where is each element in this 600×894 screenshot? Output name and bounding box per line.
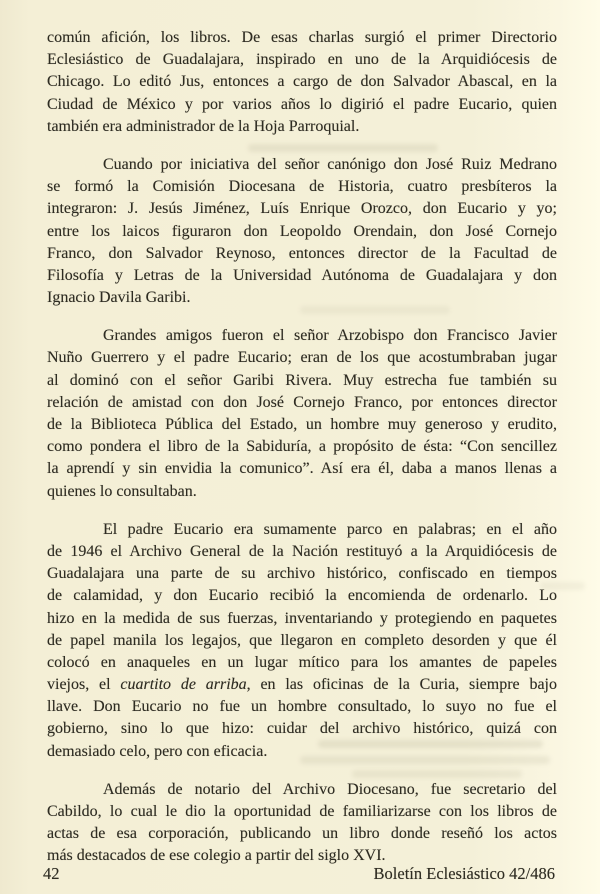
text-line-with-italic	[47, 674, 557, 696]
text-line: llave. Don Eucario no fue un hombre consultado, lo suyo no fue el	[47, 698, 557, 716]
text-line: entre los laicos figuraron don Leopoldo Orendain, don José Cornejo	[47, 222, 557, 240]
text-line: integraron: J. Jesús Jiménez, Luís Enrique Orozco, don Eucario y yo;	[47, 200, 557, 218]
text-line: Nuño Guerrero y el padre Eucario; eran de los que acostumbraban jugar	[47, 349, 557, 367]
text-segment: , en las oficinas de la Curia, siempre bajo	[246, 676, 557, 694]
paragraph-2	[47, 154, 557, 309]
text-line: también era administrador de la Hoja Parroquial.	[47, 117, 360, 135]
paragraph-1	[47, 27, 557, 138]
text-line: Grandes amigos fueron el señor Arzobispo don Francisco Javier	[103, 327, 557, 345]
text-line: hizo en la medida de sus fuerzas, inventariando y protegiendo en paquetes	[47, 609, 557, 627]
text-line: demasiado celo, pero con eficacia.	[47, 742, 268, 760]
text-line: de 1946 el Archivo General de la Nación restituyó a la Arquidiócesis de	[47, 542, 557, 560]
text-line: Franco, don Salvador Reynoso, entonces director de la Facultad de	[47, 244, 557, 262]
text-line: la aprendí y sin envidia la comunico”. Así era él, daba a manos llenas a	[47, 460, 557, 478]
text-line: Chicago. Lo editó Jus, entonces a cargo de don Salvador Abascal, en la	[47, 73, 557, 91]
italic-phrase: cuartito de arriba	[120, 676, 247, 694]
text-line: gobierno, sino lo que hizo: cuidar del archivo histórico, quizá con	[47, 720, 557, 738]
text-line: quienes lo consultaban.	[47, 482, 197, 500]
text-line: Cuando por iniciativa del señor canónigo don José Ruiz Medrano	[103, 155, 557, 173]
paragraph-4	[47, 519, 557, 763]
text-line: de calamidad, y don Eucario recibió la encomienda de ordenarlo. Lo	[47, 587, 557, 605]
text-line: colocó en anaqueles en un lugar mítico para los amantes de papeles	[47, 653, 557, 671]
page-footer	[43, 864, 555, 884]
text-line: de papel manila los legajos, que llegaron en completo desorden y que él	[47, 631, 557, 649]
text-segment: viejos, el	[47, 676, 121, 694]
text-line: El padre Eucario era sumamente parco en palabras; en el año	[103, 520, 557, 538]
text-line: más destacados de ese colegio a partir del siglo XVI.	[47, 847, 386, 865]
text-line: Eclesiástico de Guadalajara, inspirado en uno de la Arquidiócesis de	[47, 51, 557, 69]
text-line: Además de notario del Archivo Diocesano, fue secretario del	[103, 780, 557, 798]
text-line: como pondera el libro de la Sabiduría, a propósito de ésta: “Con sencillez	[47, 438, 557, 456]
text-line: Ciudad de México y por varios años lo digirió el padre Eucario, quien	[47, 95, 557, 113]
page-text-block	[47, 27, 557, 868]
text-line: Guadalajara una parte de su archivo histórico, confiscado en tiempos	[47, 565, 557, 583]
text-line: Cabildo, lo cual le dio la oportunidad de familiarizarse con los libros de	[47, 803, 557, 820]
text-line: Filosofía y Letras de la Universidad Autónoma de Guadalajara y don	[47, 266, 557, 284]
journal-reference: Boletín Eclesiástico 42/486	[373, 864, 555, 883]
paragraph-3	[47, 325, 557, 503]
text-line: de la Biblioteca Pública del Estado, un hombre muy generoso y erudito,	[47, 416, 557, 433]
text-line: Ignacio Davila Garibi.	[47, 289, 191, 307]
text-line: actas de esa corporación, publicando un libro donde reseñó los actos	[47, 825, 557, 843]
paragraph-5	[47, 779, 557, 868]
text-line: se formó la Comisión Diocesana de Historia, cuatro presbíteros la	[47, 178, 557, 196]
text-line: común afición, los libros. De esas charlas surgió el primer Directorio	[47, 29, 557, 46]
text-line: relación de amistad con don José Cornejo Franco, por entonces director	[47, 393, 557, 411]
text-line: al dominó con el señor Garibi Rivera. Muy estrecha fue también su	[47, 371, 557, 389]
page-number: 42	[43, 864, 60, 883]
